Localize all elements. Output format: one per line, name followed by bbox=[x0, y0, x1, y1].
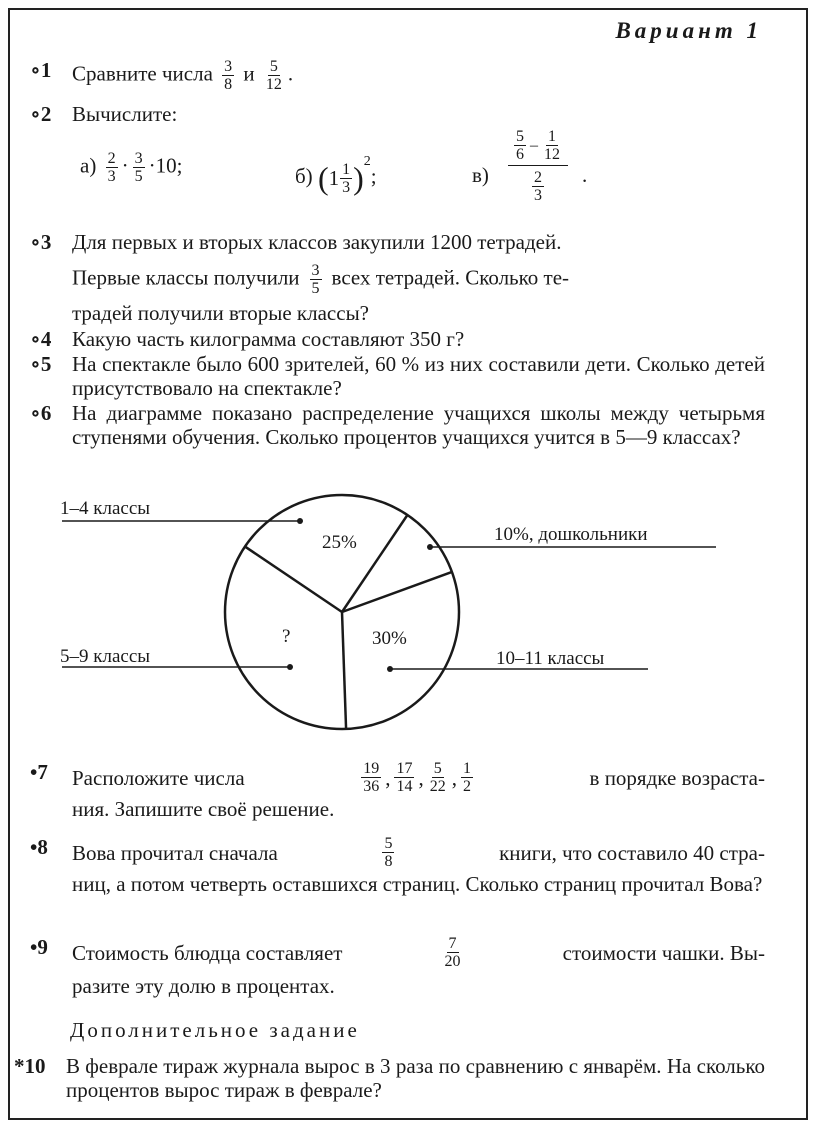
fraction: $\frac{1}{2}$ bbox=[462, 760, 471, 795]
fraction: $\frac{3}{8}$ bbox=[224, 58, 233, 93]
fraction: $\frac{17}{14}$ bbox=[396, 760, 413, 795]
task-number: •7 bbox=[30, 760, 48, 784]
task-8: •8 Вова прочитал сначала $\frac{5}{8}$ книги, что составило 40 стра- ниц, а потом четверть оставшихся страниц. Сколько страниц прочитал Вова? bbox=[30, 835, 765, 896]
task-10: *10 В феврале тираж журнала вырос в 3 раза по сравнению с январём. На сколько процентов вырос тираж в феврале? bbox=[14, 1054, 765, 1102]
extra-task-heading: Дополнительное задание bbox=[70, 1018, 360, 1042]
fraction: $\frac{1}{3}$ bbox=[342, 160, 351, 196]
task-7: •7 Расположите числа $\frac{19}{36}$ , $\frac{17}{14}$ , $\frac{5}{22}$ , $\frac{1}{2}$ в порядке возраста- ния. Запишите своё решение. bbox=[30, 760, 765, 821]
fraction: $\frac{2}{3}$ bbox=[107, 150, 116, 185]
task-1: ∘1 Сравните числа $\frac{3}{8}$ и $\frac{5}{12}$ . bbox=[30, 58, 294, 93]
slice-label-preschool: 10%, дошкольники bbox=[494, 524, 648, 545]
task-number: •8 bbox=[30, 835, 48, 859]
fraction: $\frac{3}{5}$ bbox=[311, 262, 320, 297]
task-number: ∘3 bbox=[30, 230, 52, 254]
fraction: $\frac{5}{12}$ bbox=[265, 58, 282, 93]
fraction: $\frac{3}{5}$ bbox=[134, 150, 143, 185]
task-5: ∘5 На спектакле было 600 зрителей, 60 % из них составили дети. Сколько детей присутствовало на спектакле? bbox=[30, 352, 765, 400]
slice-value-unknown: ? bbox=[282, 626, 291, 647]
pie-slice-boundary-2 bbox=[342, 572, 452, 612]
fraction: $\frac{19}{36}$ bbox=[363, 760, 380, 795]
slice-label-5-9: 5–9 классы bbox=[60, 646, 151, 667]
callout-dot-1 bbox=[427, 544, 433, 550]
pie-slice-boundary-0 bbox=[245, 547, 342, 612]
slice-value-25: 25% bbox=[322, 532, 357, 553]
task-4: ∘4 Какую часть килограмма составляют 350 г? bbox=[30, 327, 465, 351]
callout-dot-3 bbox=[287, 664, 293, 670]
task-9: •9 Стоимость блюдца составляет $\frac{7}{20}$ стоимости чашки. Вы- разите эту долю в процентах. bbox=[30, 935, 765, 998]
slice-value-30: 30% bbox=[372, 628, 407, 649]
task-number: ∘1 bbox=[30, 58, 52, 82]
task-2a: а) $\frac{2}{3}$ · $\frac{3}{5}$ ·10; bbox=[80, 150, 183, 185]
variant-title: Вариант 1 bbox=[615, 18, 762, 43]
slice-label-10-11: 10–11 классы bbox=[496, 648, 605, 669]
task-2b: б) (1 $\frac{1}{3}$ )$^2$; bbox=[295, 154, 377, 197]
fraction: $\frac{5}{22}$ bbox=[429, 760, 446, 795]
task-number: *10 bbox=[14, 1054, 46, 1078]
task-number: ∘5 bbox=[30, 352, 52, 376]
task-number: •9 bbox=[30, 935, 48, 959]
callout-dot-0 bbox=[297, 518, 303, 524]
task-2: ∘2 Вычислите: bbox=[30, 102, 178, 126]
pie-slice-boundary-1 bbox=[342, 515, 407, 612]
task-number: ∘4 bbox=[30, 327, 52, 351]
pie-slice-boundary-3 bbox=[342, 612, 346, 729]
task-6: ∘6 На диаграмме показано распределение учащихся школы между четырьмя ступенями обучения. Сколько процентов учащихся учится в 5—9 классах? bbox=[30, 401, 765, 449]
task-number: ∘6 bbox=[30, 401, 52, 425]
task-number: ∘2 bbox=[30, 102, 52, 126]
fraction: $\frac{7}{20}$ bbox=[444, 935, 461, 970]
fraction: $\frac{5}{8}$ bbox=[384, 835, 393, 870]
callout-dot-2 bbox=[387, 666, 393, 672]
task-3: ∘3 Для первых и вторых классов закупили 1200 тетрадей. Первые классы получили $\frac{3}{5}$ всех тетрадей. Сколько те- традей получили вторые классы? bbox=[30, 230, 570, 325]
slice-label-1-4: 1–4 классы bbox=[60, 498, 151, 519]
